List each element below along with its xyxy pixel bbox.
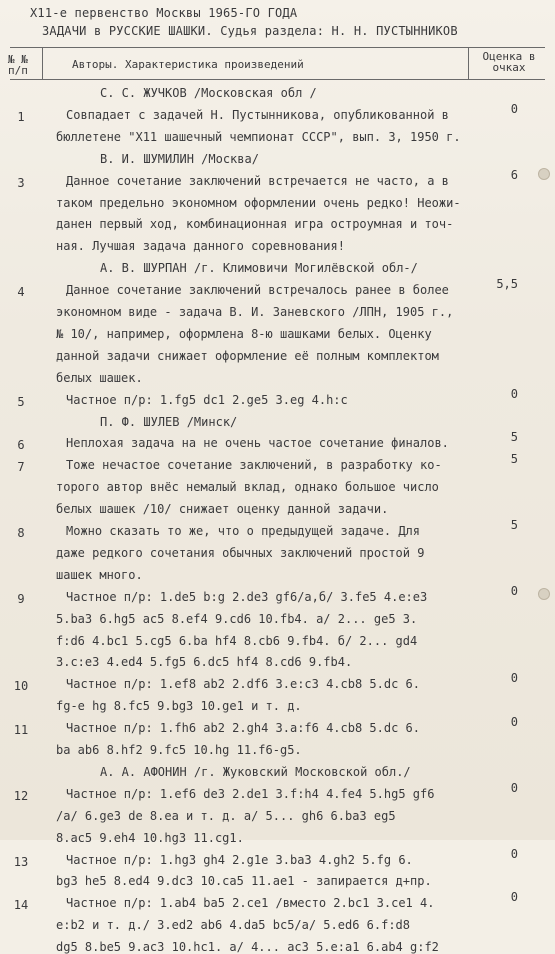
- entry-text-line: 8.ac5 9.eh4 10.hg3 11.cg1.: [56, 830, 244, 845]
- entry-score: 5: [510, 452, 518, 467]
- table-header-rule: [10, 79, 545, 80]
- entry-text-line: белых шашек.: [56, 370, 143, 385]
- entry-number: 12: [13, 788, 29, 803]
- table-top-rule: [10, 47, 545, 48]
- entry-number: 14: [13, 898, 29, 913]
- entry-score: 0: [510, 583, 518, 598]
- entry-text-line: белых шашек /10/ снижает оценку данной задачи.: [56, 502, 389, 517]
- entry-text-line: 3.c:e3 4.ed4 5.fg5 6.dc5 hf4 8.cd6 9.fb4.: [56, 655, 353, 670]
- entry-text-line: fg-e hg 8.fc5 9.bg3 10.ge1 и т. д.: [56, 699, 302, 714]
- entry-text-line: Совпадает с задачей Н. Пустынникова, опубликованной в: [66, 107, 449, 122]
- entry-text-line: dg5 8.be5 9.ac3 10.hc1. а/ 4... ac3 5.e:a1 6.ab4 g:f2: [56, 940, 439, 954]
- entry-number: 8: [17, 526, 25, 540]
- entry-text-line: ная. Лучшая задача данного соревнования!: [56, 239, 345, 254]
- entry-text-line: Можно сказать то же, что о предыдущей задаче. Для: [66, 524, 421, 538]
- entry-text-line: bg3 he5 8.ed4 9.dc3 10.ca5 11.ae1 - запирается д+пр.: [56, 874, 432, 889]
- entry-text-line: Частное п/р: 1.de5 b:g 2.de3 gf6/a,б/ 3.fe5 4.e:e3: [66, 589, 428, 604]
- entry-number: 13: [13, 854, 29, 869]
- entry-text-line: /а/ 6.ge3 de 8.ea и т. д. а/ 5... gh6 6.ba3 eg5: [56, 808, 396, 823]
- author-heading: С. С. ЖУЧКОВ /Московская обл /: [100, 86, 317, 100]
- entry-number: 9: [17, 591, 25, 606]
- binder-hole: [538, 588, 550, 600]
- entry-text-line: Частное п/р: 1.ab4 ba5 2.ce1 /вместо 2.bc1 3.ce1 4.: [66, 896, 435, 911]
- entry-text-line: Неплохая задача на не очень частое сочетание финалов.: [66, 436, 449, 451]
- binder-hole: [538, 168, 550, 180]
- column-divider: [468, 47, 469, 79]
- entry-number: 1: [17, 109, 25, 124]
- entry-number: 6: [17, 438, 25, 453]
- entry-text-line: таком предельно экономном оформлении очень редко! Неожи-: [56, 195, 461, 210]
- entry-number: 4: [17, 285, 25, 300]
- entry-text-line: № 10/, например, оформлена 8-ю шашками белых. Оценку: [56, 326, 432, 341]
- column-header-authors: Авторы. Характеристика произведений: [72, 58, 304, 71]
- entry-text-line: Частное п/р: 1.hg3 gh4 2.g1e 3.ba3 4.gh2 5.fg 6.: [66, 852, 413, 867]
- entry-text-line: ba ab6 8.hf2 9.fc5 10.hg 11.f6-g5.: [56, 743, 302, 757]
- entry-score: 0: [510, 890, 518, 905]
- entry-text-line: бюллетене "X11 шашечный чемпионат СССР", вып. 3, 1950 г.: [56, 129, 461, 144]
- author-heading: В. И. ШУМИЛИН /Москва/: [100, 151, 259, 166]
- entry-score: 5: [510, 430, 518, 445]
- author-heading: А. А. АФОНИН /г. Жуковский Московской обл./: [100, 764, 411, 779]
- entry-number: 10: [13, 679, 29, 694]
- entry-text-line: Тоже нечастое сочетание заключений, в разработку ко-: [66, 458, 442, 473]
- entry-score: 5: [510, 518, 518, 532]
- author-heading: П. Ф. ШУЛЕВ /Минск/: [100, 414, 238, 429]
- column-header-score: Оценка в очках: [482, 50, 536, 74]
- entry-text-line: Частное п/р: 1.ef6 de3 2.de1 3.f:h4 4.fe4 5.hg5 gf6: [66, 786, 435, 801]
- column-header-number: № № п/п: [8, 53, 28, 77]
- entry-text-line: Данное сочетание заключений встречается не часто, а в: [66, 173, 449, 188]
- entry-text-line: 5.ba3 6.hg5 ac5 8.ef4 9.cd6 10.fb4. а/ 2... ge5 3.: [56, 611, 418, 626]
- entry-score: 0: [510, 671, 518, 686]
- column-divider: [42, 47, 43, 79]
- entry-text-line: Частное п/р: 1.fh6 ab2 2.gh4 3.a:f6 4.cb8 5.dc 6.: [66, 721, 421, 736]
- entry-text-line: данной задачи снижает оформление её полным комплектом: [56, 348, 439, 363]
- entry-text-line: Данное сочетание заключений встречалось ранее в более: [66, 283, 449, 298]
- entry-text-line: данен первый ход, комбинационная игра остроумная и точ-: [56, 217, 454, 232]
- entry-text-line: Частное п/р: 1.fg5 dc1 2.ge5 3.eg 4.h:c: [66, 392, 348, 407]
- entry-score: 0: [510, 846, 518, 861]
- entry-score: 5,5: [496, 277, 518, 292]
- entry-score: 6: [510, 167, 518, 182]
- author-heading: А. В. ШУРПАН /г. Климовичи Могилёвской обл-/: [100, 261, 418, 276]
- entry-text-line: торого автор внёс немалый вклад, однако большое число: [56, 480, 439, 495]
- entry-number: 3: [17, 175, 25, 190]
- entry-number: 5: [17, 394, 25, 409]
- entry-text-line: f:d6 4.bc1 5.cg5 6.ba hf4 8.cb6 9.fb4. б/ 2... gd4: [56, 633, 418, 648]
- entry-number: 7: [17, 460, 25, 475]
- entry-text-line: Частное п/р: 1.ef8 ab2 2.df6 3.e:c3 4.cb8 5.dc 6.: [66, 677, 421, 692]
- entry-score: 0: [510, 780, 518, 795]
- header-line-2: ЗАДАЧИ в РУССКИЕ ШАШКИ. Судья раздела: Н. Н. ПУСТЫННИКОВ: [42, 24, 458, 38]
- entry-score: 0: [510, 715, 518, 730]
- entry-number: 11: [13, 723, 29, 738]
- entry-text-line: экономном виде - задача В. И. Заневского /ЛПН, 1905 г.,: [56, 305, 454, 319]
- entry-text-line: шашек много.: [56, 567, 143, 582]
- entry-text-line: даже редкого сочетания обычных заключений простой 9: [56, 545, 425, 560]
- entry-score: 0: [510, 386, 518, 401]
- entry-score: 0: [510, 101, 518, 116]
- entry-text-line: e:b2 и т. д./ 3.ed2 ab6 4.da5 bc5/а/ 5.ed6 6.f:d8: [56, 918, 411, 933]
- header-line-1: X11-е первенство Москвы 1965-ГО ГОДА: [30, 6, 298, 20]
